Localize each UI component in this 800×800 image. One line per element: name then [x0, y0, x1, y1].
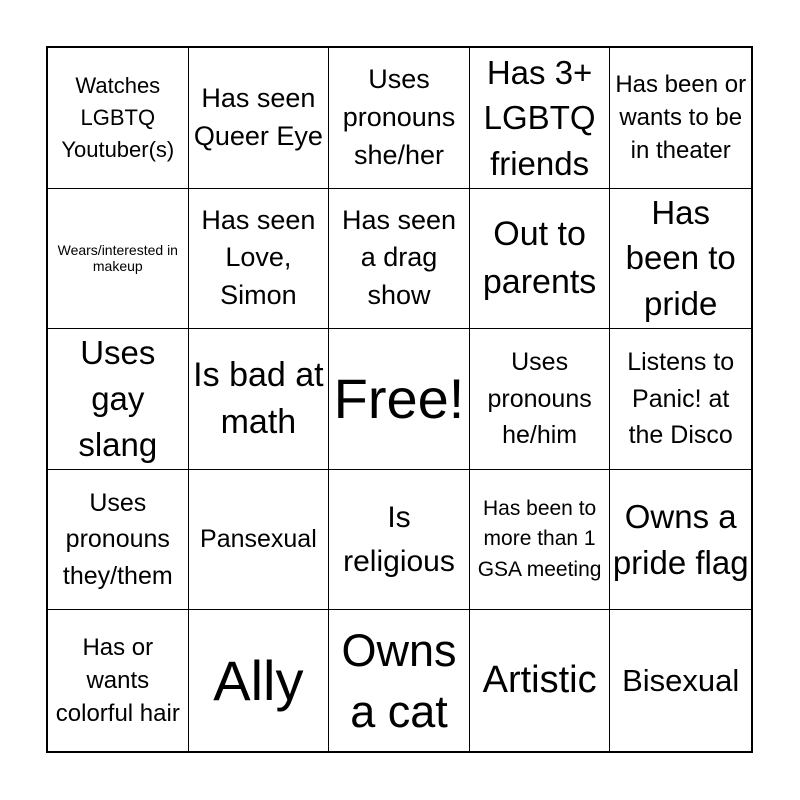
- bingo-cell[interactable]: [470, 48, 611, 189]
- bingo-cell[interactable]: [189, 470, 330, 611]
- bingo-cell[interactable]: [610, 189, 751, 330]
- cell-text: Ally: [213, 649, 304, 713]
- cell-text: Has seen Love, Simon: [201, 204, 316, 311]
- bingo-cell[interactable]: [470, 329, 611, 470]
- bingo-cell[interactable]: [470, 610, 611, 751]
- cell-text: Has seen a drag show: [341, 204, 457, 311]
- bingo-cell[interactable]: [470, 189, 611, 330]
- cell-text: Pansexual: [200, 525, 317, 554]
- cell-text: Has or wants colorful hair: [55, 633, 180, 728]
- cell-text: Has been or wants to be in theater: [615, 71, 747, 165]
- free-space-cell[interactable]: [329, 329, 470, 470]
- cell-text: Bisexual: [622, 662, 740, 698]
- cell-text: Has seen Queer Eye: [193, 83, 323, 151]
- cell-text: Out to parents: [482, 215, 597, 302]
- bingo-cell[interactable]: [48, 329, 189, 470]
- bingo-cell[interactable]: [610, 329, 751, 470]
- cell-text: Uses pronouns they/them: [62, 488, 173, 590]
- cell-text: Owns a cat: [341, 624, 457, 737]
- bingo-cell[interactable]: [189, 610, 330, 751]
- cell-text: Has been to more than 1 GSA meeting: [477, 496, 602, 581]
- cell-text: Is religious: [343, 501, 455, 578]
- bingo-cell[interactable]: [329, 48, 470, 189]
- bingo-cell[interactable]: [610, 470, 751, 611]
- bingo-cell[interactable]: [48, 610, 189, 751]
- bingo-cell[interactable]: [610, 610, 751, 751]
- bingo-cell[interactable]: [189, 329, 330, 470]
- cell-text: Uses gay slang: [78, 334, 158, 463]
- cell-text: Listens to Panic! at the Disco: [627, 348, 735, 450]
- cell-text: Free!: [333, 367, 465, 431]
- cell-text: Owns a pride flag: [612, 497, 749, 581]
- cell-text: Watches LGBTQ Youtuber(s): [61, 72, 175, 162]
- cell-text: Wears/interested in makeup: [57, 242, 178, 275]
- bingo-cell[interactable]: [329, 189, 470, 330]
- bingo-cell[interactable]: [189, 48, 330, 189]
- cell-text: Is bad at math: [193, 356, 324, 441]
- bingo-cell[interactable]: [48, 48, 189, 189]
- cell-text: Has 3+ LGBTQ friends: [483, 53, 596, 182]
- cell-text: Artistic: [482, 658, 597, 701]
- cell-text: Has been to pride: [625, 193, 736, 323]
- bingo-cell[interactable]: [48, 189, 189, 330]
- bingo-cell[interactable]: [48, 470, 189, 611]
- bingo-cell[interactable]: [329, 610, 470, 751]
- bingo-cell[interactable]: [610, 48, 751, 189]
- cell-text: Uses pronouns he/him: [487, 348, 592, 450]
- bingo-board: [46, 46, 753, 753]
- cell-text: Uses pronouns she/her: [342, 64, 456, 170]
- bingo-cell[interactable]: [470, 470, 611, 611]
- bingo-cell[interactable]: [329, 470, 470, 611]
- bingo-cell[interactable]: [189, 189, 330, 330]
